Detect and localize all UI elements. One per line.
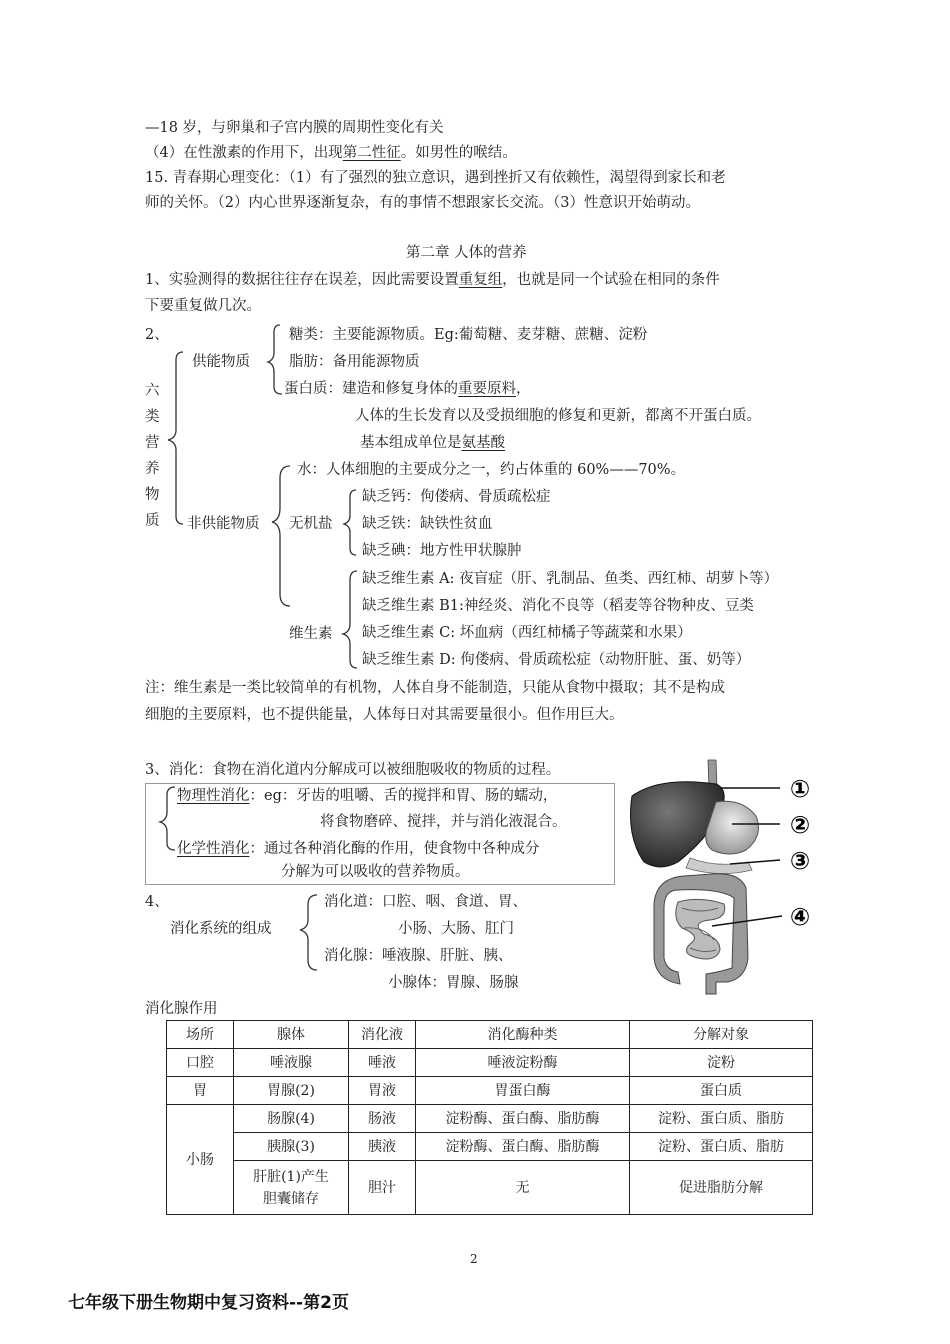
- table-cell: 淀粉、蛋白质、脂肪: [630, 1105, 813, 1133]
- physical-digestion: [177, 786, 557, 806]
- mineral-item: 缺乏钙：佝偻病、骨质疏松症: [362, 489, 551, 505]
- protein-line-2: 人体的生长发育以及受损细胞的修复和更新，都离不开蛋白质。: [355, 408, 761, 424]
- important-material: 重要原料: [458, 381, 516, 397]
- brace-nonsupply: [272, 466, 290, 606]
- non-energy-label: 非供能物质: [187, 516, 260, 532]
- table-header: 消化酶种类: [416, 1021, 630, 1049]
- vertical-char: 六: [145, 383, 160, 399]
- tract-line: 消化道：口腔、咽、食道、胃、: [324, 894, 527, 910]
- table-cell: 唾液淀粉酶: [416, 1049, 630, 1077]
- physical-digestion-term: 物理性消化: [177, 788, 250, 804]
- vitamin-label: 维生素: [289, 626, 333, 642]
- table-cell: 唾液腺: [234, 1049, 349, 1077]
- repeat-group: 重复组: [458, 272, 503, 288]
- table-cell: 肠腺(4): [234, 1105, 349, 1133]
- chemical-digestion-term: 化学性消化: [177, 841, 250, 857]
- figure-label: ①: [789, 775, 811, 803]
- table-header: 分解对象: [630, 1021, 813, 1049]
- stomach-icon: [706, 801, 759, 854]
- protein-line: [284, 379, 531, 399]
- vitamin-item: 缺乏维生素 C: 坏血病（西红柿橘子等蔬菜和水果）: [362, 625, 692, 641]
- table-row: [167, 1161, 813, 1215]
- item2-number: 2、: [145, 327, 169, 343]
- table-cell: 胃蛋白酶: [416, 1077, 630, 1105]
- protein-post: ，: [516, 381, 531, 397]
- table-cell: 唾液: [349, 1049, 416, 1077]
- vitamin-item: 缺乏维生素 B1:神经炎、消化不良等（稻麦等谷物种皮、豆类: [362, 598, 754, 614]
- table-cell-small-intestine: 小肠: [167, 1105, 234, 1215]
- note-line-2: 细胞的主要原料，也不提供能量，人体每日对其需要量很小。但作用巨大。: [145, 707, 624, 723]
- figure-label: ④: [789, 903, 811, 931]
- chapter-title: 第二章 人体的营养: [406, 245, 527, 261]
- system-label: 消化系统的组成: [170, 921, 272, 937]
- table-cell: 口腔: [167, 1049, 234, 1077]
- water-line: 水：人体细胞的主要成分之一，约占体重的 60%——70%。: [297, 462, 686, 478]
- sugar-line: 糖类：主要能源物质。Eg:葡萄糖、麦芽糖、蔗糖、淀粉: [289, 327, 648, 343]
- page-number: 2: [470, 1252, 478, 1266]
- amino-acid: 氨基酸: [461, 435, 505, 451]
- table-cell: 胃液: [349, 1077, 416, 1105]
- table-cell: 蛋白质: [630, 1077, 813, 1105]
- intro-line-3: 15. 青春期心理变化：（1）有了强烈的独立意识，遇到挫折又有依赖性，渴望得到家长和老: [145, 170, 726, 186]
- intro-line-1: —18 岁，与卵巢和子宫内膜的周期性变化有关: [145, 120, 444, 136]
- brace-main: [168, 352, 183, 524]
- protein3-pre: 基本组成单位是: [360, 435, 462, 451]
- table-cell: 促进脂肪分解: [630, 1161, 813, 1215]
- liver-line-1: 肝脏(1)产生: [253, 1168, 329, 1185]
- gland-line-2: 小腺体：胃腺、肠腺: [388, 975, 519, 991]
- table-cell: 胃腺(2): [234, 1077, 349, 1105]
- physical-digestion-2: 将食物磨碎、搅拌，并与消化液混合。: [320, 814, 567, 830]
- table-caption: 消化腺作用: [145, 1001, 218, 1017]
- protein-line-3: [360, 433, 505, 453]
- item4-number: 4、: [145, 894, 169, 910]
- vertical-char: 质: [145, 513, 160, 529]
- note-line-1: 注：维生素是一类比较简单的有机物，人体自身不能制造，只能从食物中摄取；其不是构成: [145, 680, 725, 696]
- vertical-char: 类: [145, 409, 160, 425]
- item1-line-2: 下要重复做几次。: [145, 298, 261, 314]
- digestive-gland-table: [166, 1020, 813, 1215]
- mineral-item: 缺乏碘：地方性甲状腺肿: [362, 543, 522, 559]
- liver-line-2: 胆囊储存: [263, 1190, 319, 1207]
- brace-vitamin: [343, 571, 357, 668]
- table-row: [167, 1049, 813, 1077]
- intro-line-2-pre: （4）在性激素的作用下，出现: [145, 145, 343, 161]
- chemical-digestion-2: 分解为可以吸收的营养物质。: [281, 864, 470, 880]
- intro-line-4: 师的关怀。（2）内心世界逐渐复杂，有的事情不想跟家长交流。（3）性意识开始萌动。: [145, 195, 700, 211]
- table-cell: 胃: [167, 1077, 234, 1105]
- figure-label: ②: [789, 811, 811, 839]
- tract-line-2: 小肠、大肠、肛门: [398, 921, 514, 937]
- table-cell: 淀粉酶、蛋白酶、脂肪酶: [416, 1133, 630, 1161]
- table-cell: 无: [416, 1161, 630, 1215]
- footer-title: 七年级下册生物期中复习资料--第2页: [68, 1293, 349, 1313]
- vitamin-item: 缺乏维生素 A: 夜盲症（肝、乳制品、鱼类、西红柿、胡萝卜等）: [362, 571, 779, 587]
- table-cell: 胆汁: [349, 1161, 416, 1215]
- table-cell: 胰液: [349, 1133, 416, 1161]
- intro-line-2-post: 。如男性的喉结。: [400, 145, 517, 161]
- vertical-char: 养: [145, 461, 160, 477]
- figure-label: ③: [789, 847, 811, 875]
- energy-supply-label: 供能物质: [192, 354, 250, 370]
- table-row: [167, 1077, 813, 1105]
- table-cell: 淀粉酶、蛋白酶、脂肪酶: [416, 1105, 630, 1133]
- table-row: [167, 1105, 813, 1133]
- vertical-char: 物: [145, 487, 160, 503]
- secondary-sex-characteristics: 第二性征: [342, 145, 401, 161]
- brace-mineral: [344, 490, 356, 555]
- brace-system: [300, 895, 317, 970]
- digestive-system-figure: [620, 758, 820, 998]
- chemical-digestion: [177, 839, 540, 859]
- table-header: 腺体: [234, 1021, 349, 1049]
- vertical-char: 营: [145, 435, 160, 451]
- table-cell: 淀粉: [630, 1049, 813, 1077]
- item1-pre: 1、实验测得的数据往往存在误差，因此需要设置: [145, 272, 459, 288]
- table-header: 消化液: [349, 1021, 416, 1049]
- pancreas-icon: [686, 858, 752, 874]
- protein-pre: 蛋白质：建造和修复身体的: [284, 381, 458, 397]
- table-row: [167, 1133, 813, 1161]
- vitamin-item: 缺乏维生素 D: 佝偻病、骨质疏松症（动物肝脏、蛋、奶等）: [362, 652, 751, 668]
- table-cell: 淀粉、蛋白质、脂肪: [630, 1133, 813, 1161]
- item1-post: ，也就是同一个试验在相同的条件: [502, 272, 720, 288]
- table-header: 场所: [167, 1021, 234, 1049]
- mineral-item: 缺乏铁：缺铁性贫血: [362, 516, 493, 532]
- fat-line: 脂肪：备用能源物质: [289, 354, 420, 370]
- brace-supply: [268, 325, 282, 394]
- table-cell: 胰腺(3): [234, 1133, 349, 1161]
- chemical-digestion-text: ：通过各种消化酶的作用，使食物中各种成分: [249, 841, 540, 857]
- physical-digestion-text: ：eg：牙齿的咀嚼、舌的搅拌和胃、肠的蠕动，: [249, 788, 558, 804]
- table-cell-liver: [234, 1161, 349, 1215]
- gland-line: 消化腺：唾液腺、肝脏、胰、: [324, 948, 513, 964]
- mineral-label: 无机盐: [289, 516, 333, 532]
- digestion-title: 3、消化：食物在消化道内分解成可以被细胞吸收的物质的过程。: [145, 762, 561, 778]
- table-cell: 肠液: [349, 1105, 416, 1133]
- table-header-row: [167, 1021, 813, 1049]
